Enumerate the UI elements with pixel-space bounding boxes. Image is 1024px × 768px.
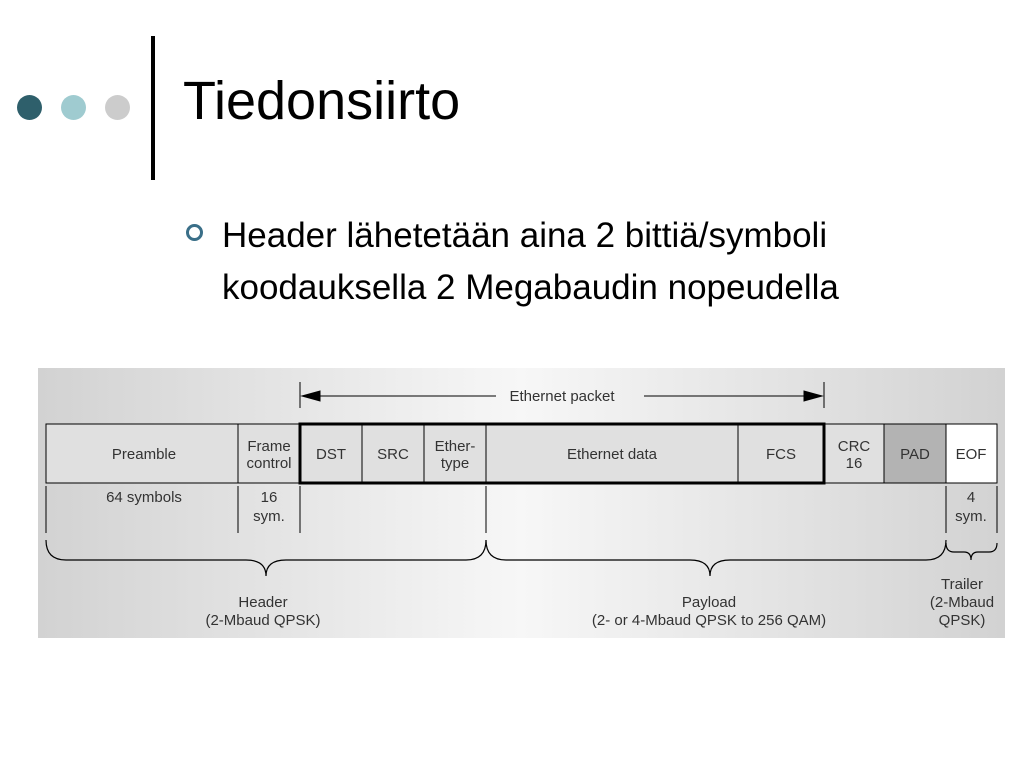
bullet-circle-icon bbox=[186, 224, 203, 241]
label-eof: EOF bbox=[955, 446, 987, 463]
size-preamble: 64 symbols bbox=[106, 489, 182, 506]
trailer-group-label-3: QPSK) bbox=[938, 612, 986, 629]
label-ethertype-1: Ether- bbox=[434, 438, 476, 455]
payload-group-label-2: (2- or 4-Mbaud QPSK to 256 QAM) bbox=[591, 612, 827, 629]
size-frame-control-1: 16 bbox=[260, 489, 278, 506]
label-pad: PAD bbox=[900, 446, 930, 463]
decorative-dot-grey bbox=[105, 95, 130, 120]
label-src: SRC bbox=[377, 446, 409, 463]
label-dst: DST bbox=[316, 446, 346, 463]
header-group-label-2: (2-Mbaud QPSK) bbox=[205, 612, 321, 629]
trailer-group-label-1: Trailer bbox=[941, 576, 983, 593]
bullet-line-1: Header lähetetään aina 2 bittiä/symboli bbox=[222, 216, 828, 255]
decorative-dot-dark bbox=[17, 95, 42, 120]
diagram-background bbox=[38, 368, 1005, 638]
label-crc-1: CRC bbox=[837, 438, 871, 455]
label-ethernet-data: Ethernet data bbox=[566, 446, 658, 463]
size-frame-control-2: sym. bbox=[253, 508, 285, 525]
decorative-dot-light bbox=[61, 95, 86, 120]
header-group-label-1: Header bbox=[238, 594, 288, 611]
frame-format-diagram bbox=[38, 368, 1005, 638]
trailer-group-label-2: (2-Mbaud bbox=[929, 594, 995, 611]
label-ethertype-2: type bbox=[440, 455, 470, 472]
label-crc-2: 16 bbox=[845, 455, 863, 472]
size-eof-2: sym. bbox=[955, 508, 987, 525]
label-frame-control-1: Frame bbox=[247, 438, 291, 455]
bullet-line-2: koodauksella 2 Megabaudin nopeudella bbox=[222, 268, 839, 307]
label-fcs: FCS bbox=[766, 446, 796, 463]
payload-group-label-1: Payload bbox=[681, 594, 737, 611]
slide-title: Tiedonsiirto bbox=[183, 71, 461, 131]
ethernet-packet-label: Ethernet packet bbox=[509, 388, 615, 405]
bullet-text bbox=[222, 210, 1002, 314]
size-eof-1: 4 bbox=[966, 489, 976, 506]
title-divider bbox=[151, 36, 155, 180]
label-preamble: Preamble bbox=[111, 446, 177, 463]
label-frame-control-2: control bbox=[246, 455, 292, 472]
